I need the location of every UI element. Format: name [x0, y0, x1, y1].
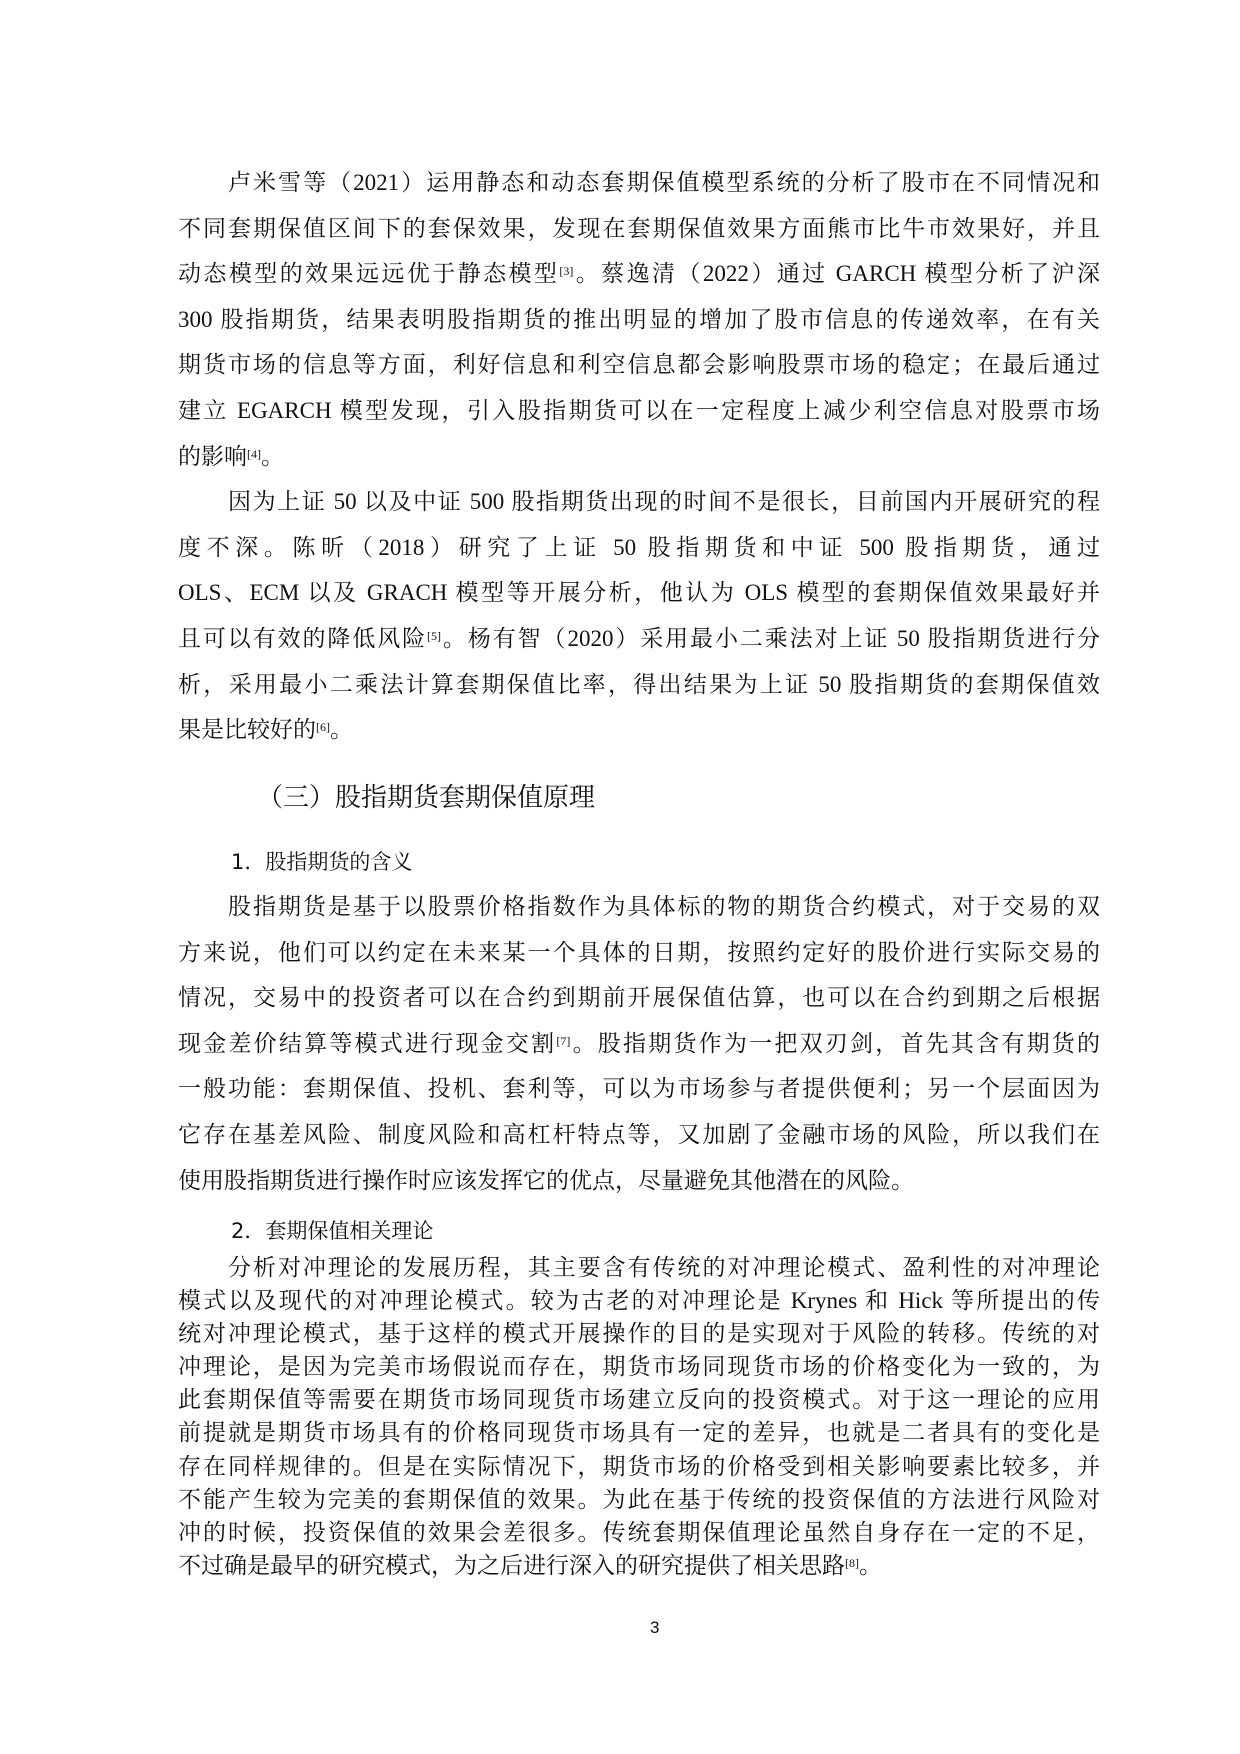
text-line [178, 1549, 1100, 1582]
literature-review-block [178, 160, 1100, 753]
text-line [178, 1112, 1100, 1158]
text-segment: 使用股指期货进行操作时应该发挥它的优点，尽量避免其他潜在的风险。 [178, 1167, 914, 1193]
citation-marker: [3] [559, 264, 574, 279]
text-segment: 不同套期保值区间下的套保效果，发现在套期保值效果方面熊市比牛市效果好，并且 [178, 215, 1100, 241]
text-segment: 建立 EGARCH 模型发现，引入股指期货可以在一定程度上减少利空信息对股票市场 [178, 397, 1100, 423]
text-segment: 一般功能：套期保值、投机、套利等，可以为市场参与者提供便利；另一个层面因为 [178, 1076, 1100, 1102]
text-line [178, 1416, 1100, 1449]
citation-marker: [6] [316, 720, 330, 735]
text-segment: 情况，交易中的投资者可以在合约到期前开展保值估算，也可以在合约到期之后根据 [178, 985, 1100, 1011]
paragraph-index-futures-definition [178, 884, 1100, 1203]
text-segment: 。杨有智（2020）采用最小二乘法对上证 50 股指期货进行分 [441, 625, 1101, 651]
text-line [178, 1251, 1100, 1284]
text-line [178, 479, 1100, 525]
text-segment: 。股指期货作为一把双刃剑，首先其含有期货的 [570, 1030, 1101, 1056]
page-number: 3 [650, 1618, 660, 1637]
text-segment: 且可以有效的降低风险 [178, 625, 428, 651]
text-line [178, 525, 1100, 571]
text-line [178, 1383, 1100, 1416]
text-line [178, 388, 1100, 434]
text-line [178, 1158, 1100, 1204]
text-segment: OLS、ECM 以及 GRACH 模型等开展分析，他认为 OLS 模型的套期保值效果最好并 [178, 580, 1100, 606]
text-segment: 析，采用最小二乘法计算套期保值比率，得出结果为上证 50 股指期货的套期保值效 [178, 671, 1100, 697]
text-segment: 。 [261, 443, 284, 469]
text-segment: 模式以及现代的对冲理论模式。较为古老的对冲理论是 Krynes 和 Hick 等所提出的传 [178, 1288, 1100, 1314]
text-line [178, 930, 1100, 976]
text-line [178, 707, 1100, 753]
text-segment: 它存在基差风险、制度风险和高杠杆特点等，又加剧了金融市场的风险，所以我们在 [178, 1121, 1100, 1147]
text-segment: 前提就是期货市场具有的价格同现货市场具有一定的差异，也就是二者具有的变化是 [178, 1420, 1100, 1446]
paragraph-hedging-theory [178, 1251, 1100, 1582]
text-line [178, 1483, 1100, 1516]
citation-marker: [7] [556, 1033, 571, 1048]
paragraph-lu-mixue [178, 160, 1100, 479]
subheading-hedging-theory: 2．套期保值相关理论 [231, 1219, 434, 1243]
citation-marker: [5] [427, 628, 442, 643]
text-segment: 动态模型的效果远远优于静态模型 [178, 261, 560, 287]
text-line [178, 570, 1100, 616]
text-segment: 方来说，他们可以约定在未来某一个具体的日期，按照约定好的股价进行实际交易的 [178, 939, 1100, 965]
citation-marker: [4] [247, 446, 261, 461]
text-line [178, 342, 1100, 388]
text-line [178, 1021, 1100, 1067]
text-segment: 因为上证 50 以及中证 500 股指期货出现的时间不是很长，目前国内开展研究的程 [228, 489, 1100, 515]
text-line [178, 1317, 1100, 1350]
text-segment: 。 [859, 1552, 882, 1578]
text-segment: 果是比较好的 [178, 717, 316, 743]
text-line [178, 1350, 1100, 1383]
subheading-index-futures-meaning: 1．股指期货的含义 [231, 850, 413, 874]
text-line [178, 1516, 1100, 1549]
text-line [178, 662, 1100, 708]
text-segment: 存在同样规律的。但是在实际情况下，期货市场的价格受到相关影响要素比较多，并 [178, 1453, 1100, 1479]
text-segment: 现金差价结算等模式进行现金交割 [178, 1030, 557, 1056]
text-segment: 的影响 [178, 443, 247, 469]
text-segment: 期货市场的信息等方面，利好信息和利空信息都会影响股票市场的稳定；在最后通过 [178, 352, 1100, 378]
text-segment: 度不深。陈昕（2018）研究了上证 50 股指期货和中证 500 股指期货，通过 [178, 534, 1100, 560]
text-line [178, 206, 1100, 252]
text-segment: 此套期保值等需要在期货市场同现货市场建立反向的投资模式。对于这一理论的应用 [178, 1387, 1100, 1413]
text-segment: 分析对冲理论的发展历程，其主要含有传统的对冲理论模式、盈利性的对冲理论 [228, 1255, 1100, 1280]
text-line [178, 975, 1100, 1021]
text-segment: 股指期货是基于以股票价格指数作为具体标的物的期货合约模式，对于交易的双 [228, 894, 1100, 919]
text-segment: 300 股指期货，结果表明股指期货的推出明显的增加了股市信息的传递效率，在有关 [178, 306, 1100, 332]
text-line [178, 884, 1100, 930]
text-segment: 冲的时候，投资保值的效果会差很多。传统套期保值理论虽然自身存在一定的不足， [178, 1519, 1100, 1545]
text-segment: 统对冲理论模式，基于这样的模式开展操作的目的是实现对于风险的转移。传统的对 [178, 1321, 1100, 1347]
text-line [178, 297, 1100, 343]
text-segment: 卢米雪等（2021）运用静态和动态套期保值模型系统的分析了股市在不同情况和 [228, 170, 1100, 195]
text-segment: 不能产生较为完美的套期保值的效果。为此在基于传统的投资保值的方法进行风险对 [178, 1486, 1100, 1512]
text-line [178, 616, 1100, 662]
text-segment: 冲理论，是因为完美市场假说而存在，期货市场同现货市场的价格变化为一致的，为 [178, 1354, 1100, 1380]
text-segment: 。蔡逸清（2022）通过 GARCH 模型分析了沪深 [573, 261, 1100, 287]
text-line [178, 251, 1100, 297]
text-segment: 不过确是最早的研究模式，为之后进行深入的研究提供了相关思路 [178, 1552, 845, 1578]
section-heading: （三）股指期货套期保值原理 [257, 783, 596, 813]
text-line [178, 160, 1100, 206]
text-line [178, 434, 1100, 480]
text-line [178, 1450, 1100, 1483]
text-line [178, 1284, 1100, 1317]
citation-marker: [8] [845, 1555, 859, 1570]
text-segment: 。 [330, 717, 353, 743]
paragraph-sse50-csi500 [178, 479, 1100, 753]
text-line [178, 1066, 1100, 1112]
